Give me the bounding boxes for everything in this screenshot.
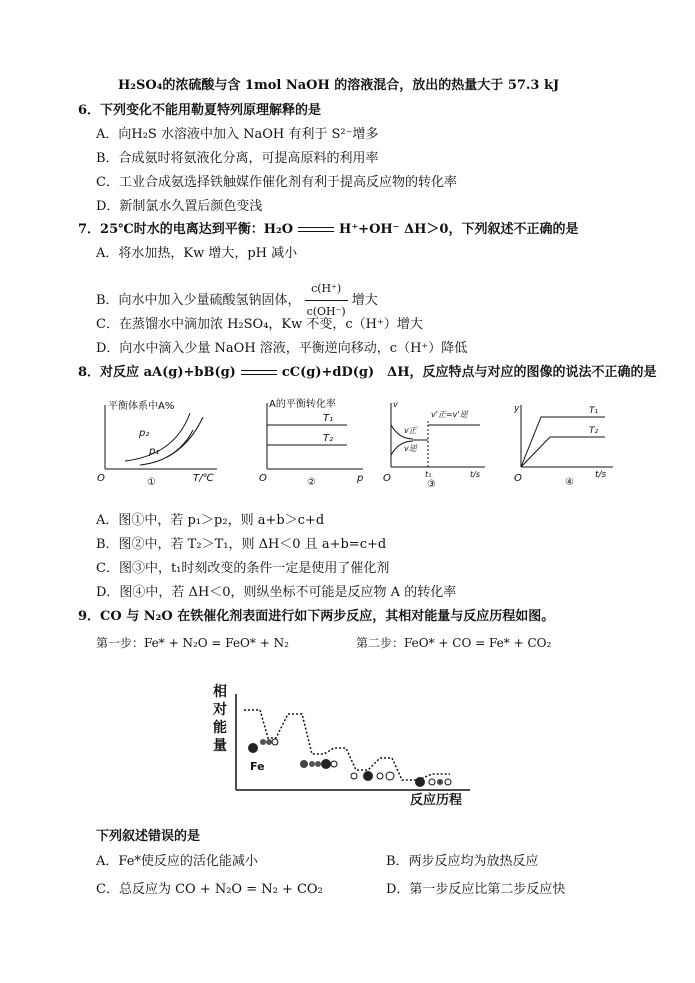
q7-option-c: C．在蒸馏水中滴加浓 H₂SO₄，Kw 不变，c（H⁺）增大 xyxy=(96,317,423,332)
graph3-tag: ③ xyxy=(427,479,436,490)
q9-stem xyxy=(78,608,554,626)
q6-option-d: D．新制氯水久置后颜色变浅 xyxy=(96,199,263,214)
graph1-tag: ① xyxy=(147,477,156,488)
graph3-ylabel: v xyxy=(393,400,398,409)
diagram-ylabel-3: 能 xyxy=(213,720,227,736)
q7-number: 7． xyxy=(78,222,101,237)
q8-stem xyxy=(78,364,657,382)
q9-option-a: A．Fe*使反应的活化能减小 xyxy=(96,854,258,869)
graph3-label-rev: v逆 xyxy=(404,444,417,453)
diagram-xlabel: 反应历程 xyxy=(410,793,463,808)
q9-step1: 第一步：Fe* + N₂O = FeO* + N₂ xyxy=(96,636,289,650)
graph2-origin: O xyxy=(259,473,267,484)
q6-option-c: C．工业合成氨选择铁触媒作催化剂有利于提高反应物的转化率 xyxy=(96,175,457,190)
graph-3 xyxy=(383,400,485,490)
graph1-curve-p2: p₂ xyxy=(139,428,150,439)
q7-option-a: A．将水加热，Kw 增大，pH 减小 xyxy=(96,246,298,261)
q6-option-a: A．向H₂S 水溶液中加入 NaOH 有利于 S²⁻增多 xyxy=(96,127,379,142)
q9-option-d: D．第一步反应比第二步反应快 xyxy=(386,882,566,897)
graph4-curve-t2: T₂ xyxy=(589,426,599,436)
graph4-tag: ④ xyxy=(565,477,574,488)
graph1-curve-p1: p₁ xyxy=(149,446,160,457)
graph3-label-after: v'正=v'逆 xyxy=(431,410,468,419)
ratio-denominator: c(OH⁻) xyxy=(306,305,346,318)
graph3-xlabel: t/s xyxy=(470,470,480,479)
q7-option-b-pre: B．向水中加入少量硫酸氢钠固体， xyxy=(96,293,301,308)
diagram-fe-label: Fe xyxy=(250,760,265,773)
graph2-xlabel: p xyxy=(357,473,364,484)
graph4-ylabel: y xyxy=(514,404,520,414)
q7-stem-pre: 25℃时水的电离达到平衡：H₂O xyxy=(100,222,294,237)
q8-option-c: C．图③中，t₁时刻改变的条件一定是使用了催化剂 xyxy=(96,561,390,576)
energy-diagram xyxy=(200,680,500,810)
graph1-origin: O xyxy=(97,473,105,484)
diagram-ylabel-2: 对 xyxy=(213,702,227,718)
graph3-origin: O xyxy=(383,473,391,484)
graph2-tag: ② xyxy=(307,477,316,488)
q7-option-b-post: 增大 xyxy=(351,293,378,308)
q8-option-d: D．图④中，若 ΔH＜0，则纵坐标不可能是反应物 A 的转化率 xyxy=(96,585,457,600)
graph2-curve-t2: T₂ xyxy=(323,433,334,444)
graph-2 xyxy=(259,397,363,488)
q7-stem xyxy=(78,221,578,239)
q9-number: 9． xyxy=(78,609,101,624)
q8-stem-post: cC(g)+dD(g) ΔH，反应特点与对应的图像的说法不正确的是 xyxy=(281,365,657,380)
q6-number: 6． xyxy=(78,103,101,118)
equilibrium-arrow-icon xyxy=(241,369,277,377)
graph1-xlabel: T/℃ xyxy=(193,473,214,484)
graph4-origin: O xyxy=(514,473,522,484)
graph4-xlabel: t/s xyxy=(595,470,607,480)
q8-number: 8． xyxy=(78,365,101,380)
q7-stem-post: H⁺+OH⁻ ΔH＞0，下列叙述不正确的是 xyxy=(339,222,579,237)
q8-stem-pre: 对反应 aA(g)+bB(g) xyxy=(100,365,236,380)
q9-stem-text: CO 与 N₂O 在铁催化剂表面进行如下两步反应，其相对能量与反应历程如图。 xyxy=(100,609,555,624)
q8-option-a: A．图①中，若 p₁＞p₂，则 a+b＞c+d xyxy=(96,513,325,528)
graph2-curve-t1: T₁ xyxy=(323,413,334,424)
intro-formula: H₂SO₄ xyxy=(118,78,163,93)
intro-line xyxy=(118,77,559,95)
q6-option-b: B．合成氨时将氨液化分离，可提高原料的利用率 xyxy=(96,151,379,166)
molecule-icons xyxy=(248,739,451,787)
q9-option-c: C．总反应为 CO + N₂O = N₂ + CO₂ xyxy=(96,882,323,897)
q8-option-b: B．图②中，若 T₂＞T₁，则 ΔH＜0 且 a+b=c+d xyxy=(96,537,387,552)
intro-text: 的浓硫酸与含 1mol NaOH 的溶液混合，放出的热量大于 57.3 kJ xyxy=(162,78,560,93)
q9-option-b: B．两步反应均为放热反应 xyxy=(386,854,539,869)
graph-4 xyxy=(513,404,613,488)
q6-stem xyxy=(78,102,321,120)
diagram-ylabel-4: 量 xyxy=(213,738,227,754)
graph2-ylabel: A的平衡转化率 xyxy=(269,399,336,410)
q9-step2: 第二步：FeO* + CO = Fe* + CO₂ xyxy=(356,636,552,650)
graph-1 xyxy=(97,399,217,488)
graph3-label-fwd: v正 xyxy=(404,426,417,435)
equilibrium-arrow-icon xyxy=(298,226,334,234)
q9-followup: 下列叙述错误的是 xyxy=(96,829,201,844)
ratio-numerator: c(H⁺) xyxy=(305,278,348,301)
q6-stem-text: 下列变化不能用勒夏特列原理解释的是 xyxy=(100,103,322,118)
diagram-ylabel-1: 相 xyxy=(213,684,227,700)
q8-graphs xyxy=(95,395,615,490)
q7-option-d: D．向水中滴入少量 NaOH 溶液，平衡逆向移动，c（H⁺）降低 xyxy=(96,341,468,356)
graph1-ylabel: 平衡体系中A% xyxy=(108,401,175,412)
graph3-t1: t₁ xyxy=(425,470,432,479)
graph4-curve-t1: T₁ xyxy=(589,406,599,416)
